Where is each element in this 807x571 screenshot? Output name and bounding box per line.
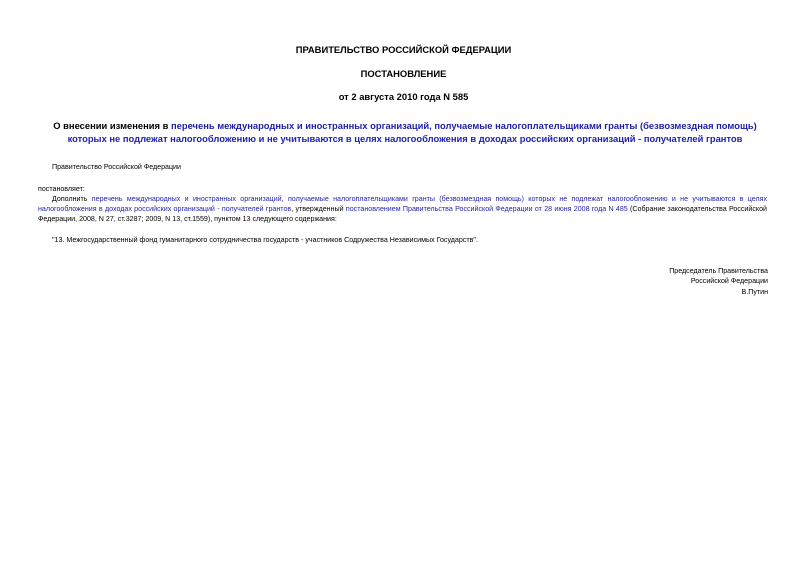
para-start: Дополнить [52,195,92,203]
signature-position: Председатель Правительства [669,267,768,275]
main-paragraph [38,194,767,224]
para-end: (Собрание законодательства Российской Федерации, 2008, N 27, ст.3287; 2009, N 13, ст.1559), пунктом 13 следующего содержания: [38,205,767,223]
signature-name: В.Путин [741,288,768,296]
item-13-text: "13. Межгосударственный фонд гуманитарного сотрудничества государств - участников Содружества Независимых Государств". [52,236,478,244]
para-mid: , утвержденный [291,205,346,213]
title-prefix: О внесении изменения в [53,120,171,131]
resolves-text: постановляет: [38,185,85,193]
document-type-heading: ПОСТАНОВЛЕНИЕ [360,68,447,79]
signature-country: Российской Федерации [690,277,768,285]
list-link[interactable]: перечень международных и иностранных организаций, получаемые налогоплательщиками гранты (безвозмездная помощь) которых не подлежат налогообложению и не учитываются в целях налогообложения в доходах российских организаций - получателей грантов [38,195,767,213]
document-title [44,120,766,145]
document-date-number: от 2 августа 2010 года N 585 [338,91,469,102]
intro-text: Правительство Российской Федерации [52,163,181,171]
government-heading: ПРАВИТЕЛЬСТВО РОССИЙСКОЙ ФЕДЕРАЦИИ [295,44,512,55]
title-list-link[interactable]: перечень международных и иностранных организаций, получаемые налогоплательщиками гранты (безвозмездная помощь) которых не подлежат налогообложению и не учитываются в целях налогообложения в доходах российских организаций - получателей грантов [67,120,757,144]
resolution-link[interactable]: постановлением Правительства Российской Федерации от 28 июня 2008 года N 485 [345,205,628,213]
